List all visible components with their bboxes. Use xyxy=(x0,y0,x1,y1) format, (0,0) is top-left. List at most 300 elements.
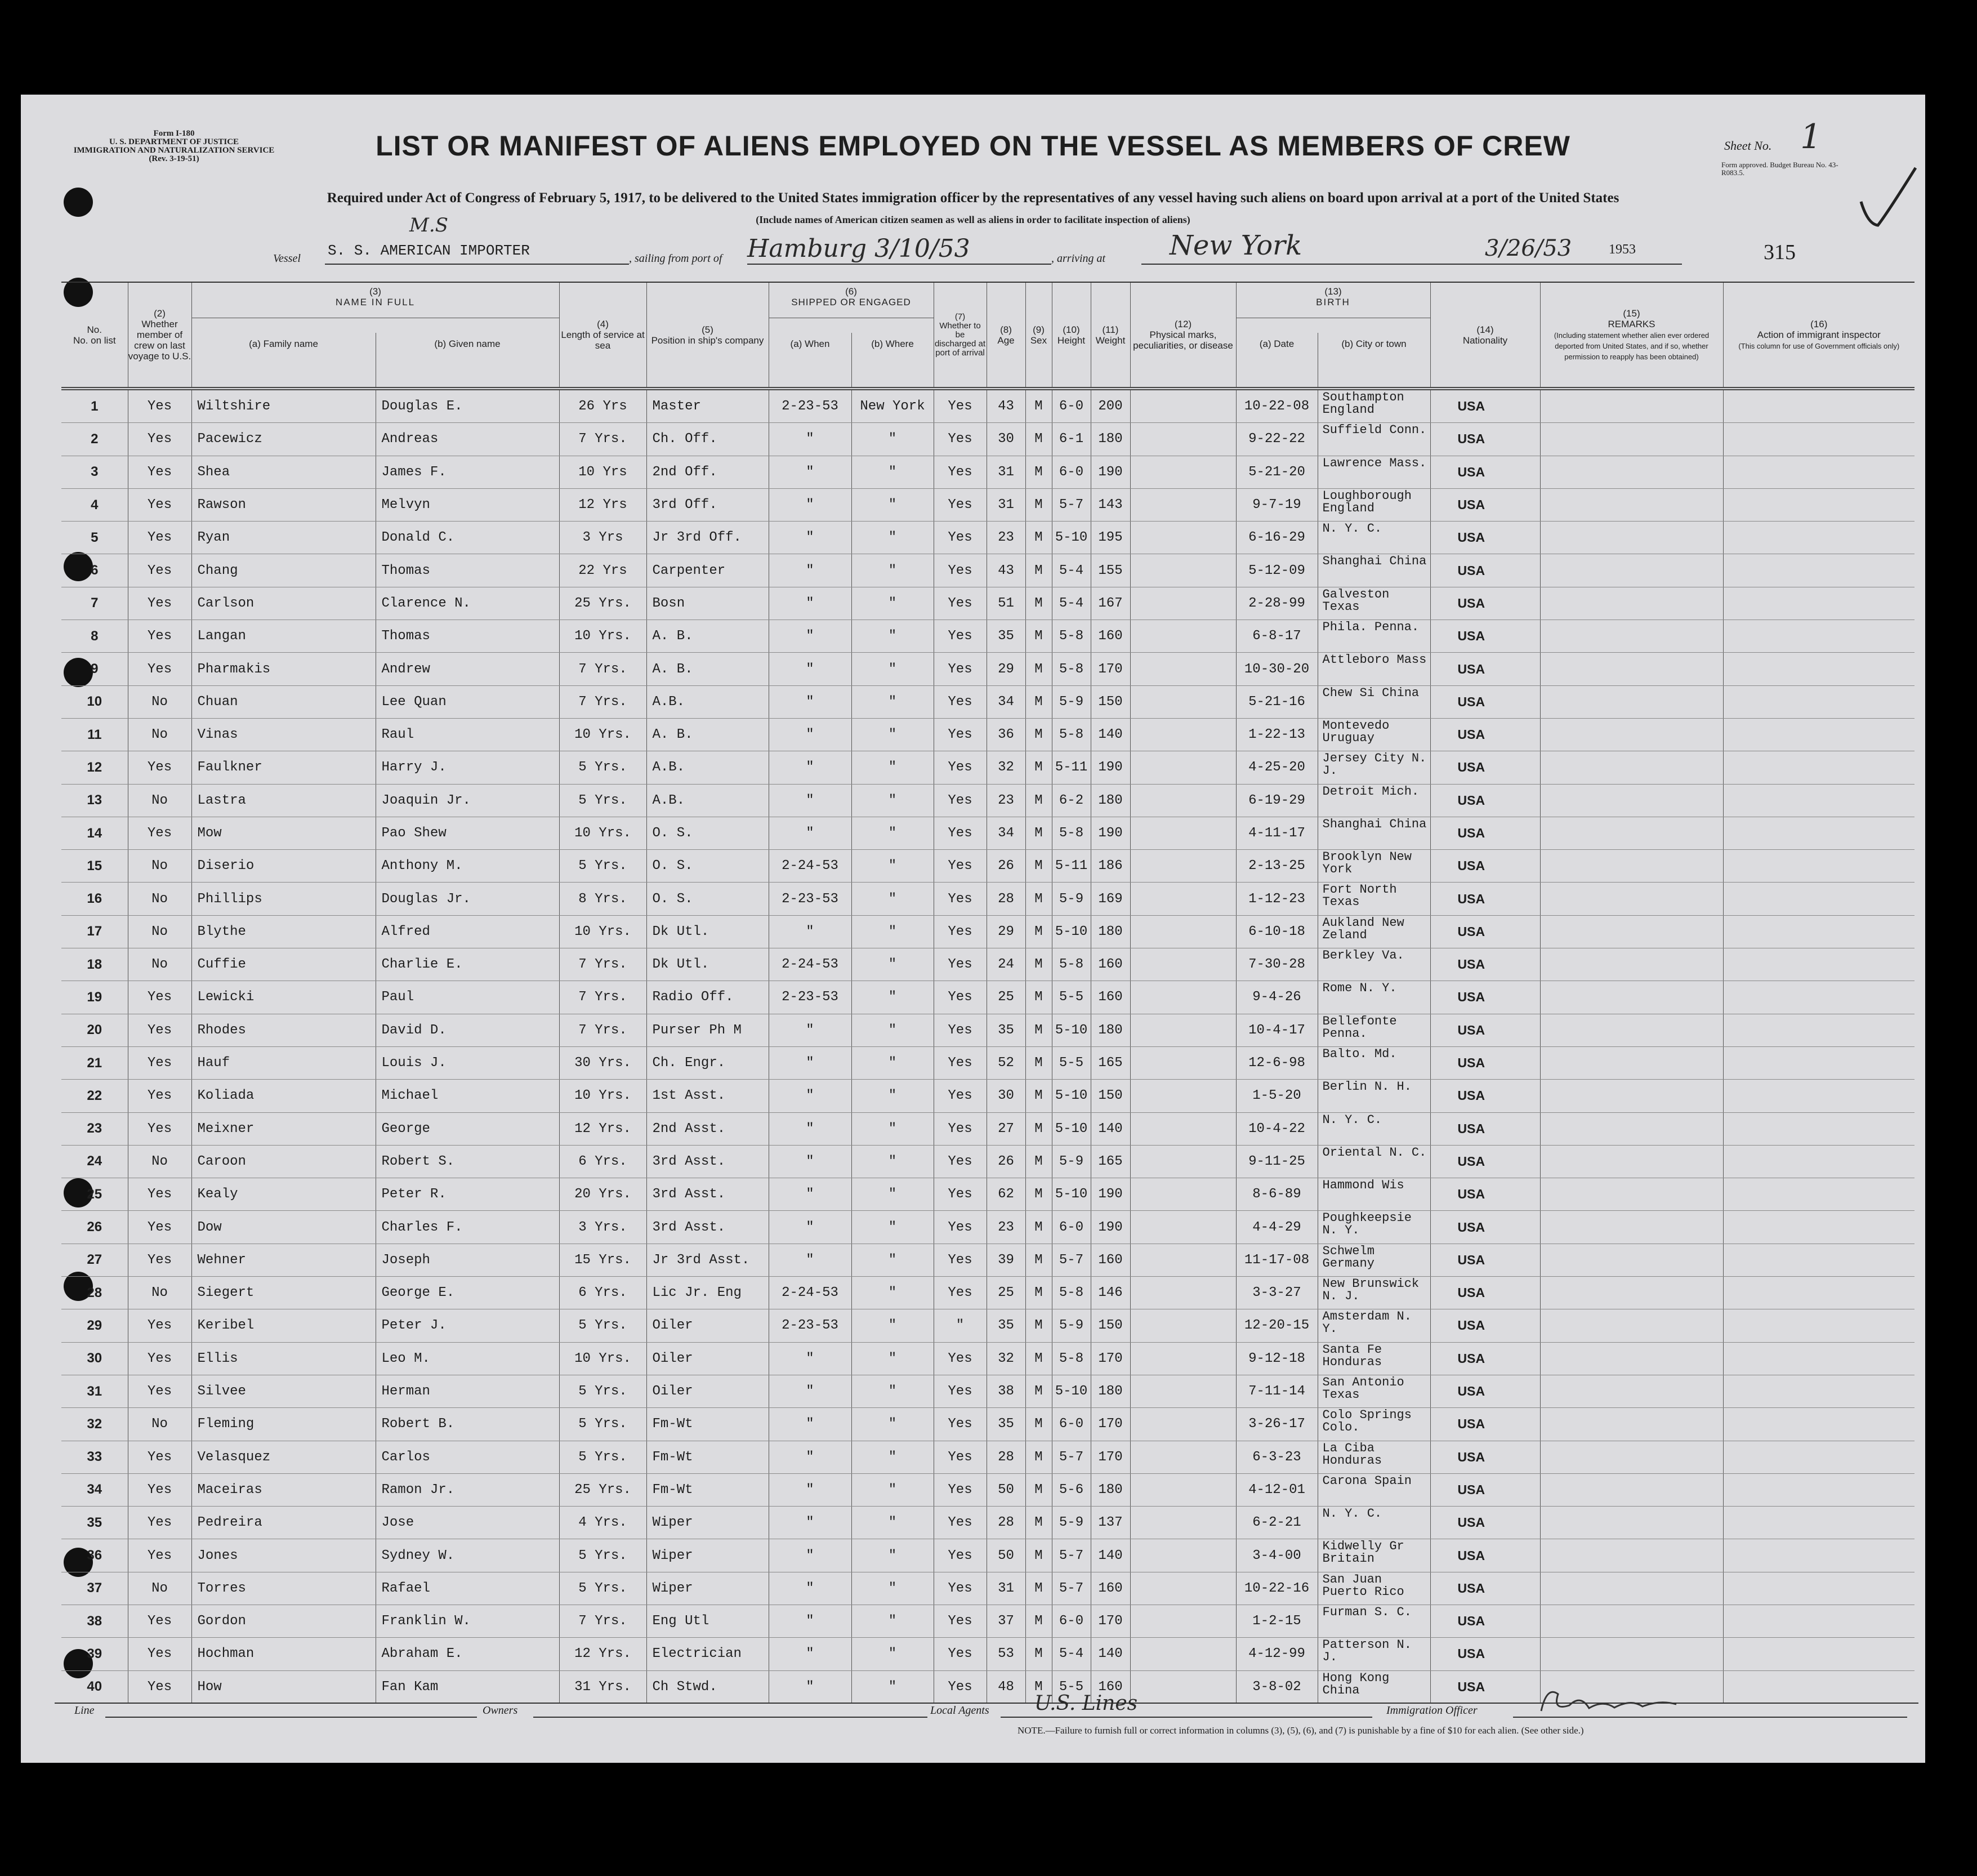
officer-underline xyxy=(1513,1717,1907,1718)
height-cell: 5-5 xyxy=(1052,1046,1091,1079)
shipped-where-cell: " xyxy=(851,850,934,883)
weight-cell: 180 xyxy=(1091,1473,1130,1506)
vessel-prefix-handwritten: M.S xyxy=(409,214,448,237)
discharged-cell: Yes xyxy=(934,850,987,883)
weight-cell: 170 xyxy=(1091,1441,1130,1473)
row-number-cell: 2 xyxy=(61,423,128,456)
height-cell: 5-8 xyxy=(1052,1277,1091,1309)
birth-city-cell: Amsterdam N. Y. xyxy=(1318,1309,1430,1342)
given-name-cell: Pao Shew xyxy=(376,817,559,849)
row-number-cell: 40 xyxy=(61,1670,128,1703)
length-of-service-cell: 5 Yrs. xyxy=(559,784,646,817)
position-cell: A. B. xyxy=(646,718,769,751)
shipped-when-cell: " xyxy=(769,817,851,849)
previous-voyage-cell: Yes xyxy=(128,1473,191,1506)
birth-date-cell: 10-22-08 xyxy=(1236,389,1318,423)
inspector-action-cell xyxy=(1723,653,1914,685)
age-cell: 37 xyxy=(987,1605,1025,1637)
birth-city-cell: N. Y. C. xyxy=(1318,522,1430,554)
family-name-cell: Dow xyxy=(191,1211,376,1244)
previous-voyage-cell: Yes xyxy=(128,1539,191,1572)
birth-city-cell: Shanghai China xyxy=(1318,554,1430,587)
family-name-cell: Chuan xyxy=(191,685,376,718)
birth-date-cell: 9-12-18 xyxy=(1236,1342,1318,1375)
previous-voyage-cell: Yes xyxy=(128,456,191,488)
nationality-cell: USA xyxy=(1430,1507,1540,1539)
given-name-cell: Sydney W. xyxy=(376,1539,559,1572)
discharged-cell: Yes xyxy=(934,948,987,981)
header-birth-spacer xyxy=(1236,318,1430,333)
discharged-cell: Yes xyxy=(934,1670,987,1703)
age-cell: 27 xyxy=(987,1112,1025,1145)
manifest-sheet xyxy=(21,95,1925,1763)
nationality-cell: USA xyxy=(1430,389,1540,423)
table-row xyxy=(61,1309,1914,1342)
weight-cell: 150 xyxy=(1091,1080,1130,1112)
discharged-cell: Yes xyxy=(934,1277,987,1309)
family-name-cell: Phillips xyxy=(191,883,376,915)
inspector-action-cell xyxy=(1723,1572,1914,1605)
inspector-action-cell xyxy=(1723,1014,1914,1046)
given-name-cell: Alfred xyxy=(376,915,559,948)
shipped-when-cell: " xyxy=(769,620,851,653)
length-of-service-cell: 5 Yrs. xyxy=(559,1408,646,1441)
birth-date-cell: 1-22-13 xyxy=(1236,718,1318,751)
nationality-cell: USA xyxy=(1430,522,1540,554)
height-cell: 5-7 xyxy=(1052,1539,1091,1572)
physical-marks-cell xyxy=(1130,389,1236,423)
given-name-cell: Charles F. xyxy=(376,1211,559,1244)
remarks-cell xyxy=(1540,423,1723,456)
shipped-when-cell: " xyxy=(769,915,851,948)
family-name-cell: Wiltshire xyxy=(191,389,376,423)
sex-cell: M xyxy=(1025,488,1052,521)
age-cell: 38 xyxy=(987,1375,1025,1407)
family-name-cell: Keribel xyxy=(191,1309,376,1342)
family-name-cell: Hauf xyxy=(191,1046,376,1079)
position-cell: 3rd Off. xyxy=(646,488,769,521)
sex-cell: M xyxy=(1025,1441,1052,1473)
age-cell: 28 xyxy=(987,1507,1025,1539)
given-name-cell: Robert S. xyxy=(376,1145,559,1178)
weight-cell: 137 xyxy=(1091,1507,1130,1539)
physical-marks-cell xyxy=(1130,1211,1236,1244)
remarks-cell xyxy=(1540,653,1723,685)
sheet-number: 1 xyxy=(1800,117,1822,157)
family-name-cell: Blythe xyxy=(191,915,376,948)
height-cell: 5-10 xyxy=(1052,915,1091,948)
birth-date-cell: 3-4-00 xyxy=(1236,1539,1318,1572)
height-cell: 5-5 xyxy=(1052,981,1091,1014)
table-row xyxy=(61,1572,1914,1605)
position-cell: Eng Utl xyxy=(646,1605,769,1637)
header-shipped-when: (a) When xyxy=(769,333,851,389)
previous-voyage-cell: No xyxy=(128,1572,191,1605)
inspector-action-cell xyxy=(1723,1605,1914,1637)
position-cell: Wiper xyxy=(646,1572,769,1605)
physical-marks-cell xyxy=(1130,1539,1236,1572)
arriving-label: , arriving at xyxy=(1051,252,1106,265)
shipped-when-cell: " xyxy=(769,1572,851,1605)
age-cell: 35 xyxy=(987,620,1025,653)
discharged-cell: Yes xyxy=(934,883,987,915)
birth-date-cell: 12-6-98 xyxy=(1236,1046,1318,1079)
birth-date-cell: 11-17-08 xyxy=(1236,1244,1318,1276)
row-number-cell: 30 xyxy=(61,1342,128,1375)
table-row xyxy=(61,1342,1914,1375)
header-shipped-where: (b) Where xyxy=(851,333,934,389)
position-cell: Ch. Engr. xyxy=(646,1046,769,1079)
nationality-cell: USA xyxy=(1430,718,1540,751)
weight-cell: 155 xyxy=(1091,554,1130,587)
physical-marks-cell xyxy=(1130,1178,1236,1211)
given-name-cell: James F. xyxy=(376,456,559,488)
inspector-action-cell xyxy=(1723,1441,1914,1473)
length-of-service-cell: 6 Yrs. xyxy=(559,1277,646,1309)
previous-voyage-cell: No xyxy=(128,1145,191,1178)
age-cell: 32 xyxy=(987,751,1025,784)
weight-cell: 180 xyxy=(1091,1014,1130,1046)
given-name-cell: Fan Kam xyxy=(376,1670,559,1703)
birth-city-cell: New Brunswick N. J. xyxy=(1318,1277,1430,1309)
birth-date-cell: 6-2-21 xyxy=(1236,1507,1318,1539)
sex-cell: M xyxy=(1025,1473,1052,1506)
shipped-where-cell: " xyxy=(851,423,934,456)
shipped-when-cell: " xyxy=(769,1375,851,1407)
length-of-service-cell: 5 Yrs. xyxy=(559,1539,646,1572)
shipped-where-cell: " xyxy=(851,1080,934,1112)
owners-label: Owners xyxy=(483,1704,518,1717)
birth-city-cell: Southampton England xyxy=(1318,389,1430,423)
table-row xyxy=(61,981,1914,1014)
position-cell: Master xyxy=(646,389,769,423)
age-cell: 31 xyxy=(987,456,1025,488)
line-label: Line xyxy=(74,1704,95,1717)
table-row xyxy=(61,1277,1914,1309)
age-cell: 51 xyxy=(987,587,1025,620)
crew-manifest-table xyxy=(61,282,1914,1704)
discharged-cell: Yes xyxy=(934,456,987,488)
family-name-cell: Pacewicz xyxy=(191,423,376,456)
sex-cell: M xyxy=(1025,1638,1052,1670)
height-cell: 5-9 xyxy=(1052,1145,1091,1178)
shipped-when-cell: 2-24-53 xyxy=(769,1277,851,1309)
discharged-cell: Yes xyxy=(934,1178,987,1211)
position-cell: Dk Utl. xyxy=(646,948,769,981)
discharged-cell: Yes xyxy=(934,488,987,521)
given-name-cell: Anthony M. xyxy=(376,850,559,883)
header-birth: (13) BIRTH xyxy=(1236,282,1430,318)
nationality-cell: USA xyxy=(1430,1112,1540,1145)
shipped-when-cell: " xyxy=(769,1014,851,1046)
header-nationality: (14) Nationality xyxy=(1430,282,1540,389)
given-name-cell: Charlie E. xyxy=(376,948,559,981)
remarks-cell xyxy=(1540,456,1723,488)
agents-signature: U.S. Lines xyxy=(1034,1692,1138,1715)
position-cell: 2nd Off. xyxy=(646,456,769,488)
sex-cell: M xyxy=(1025,522,1052,554)
birth-date-cell: 5-21-20 xyxy=(1236,456,1318,488)
age-cell: 23 xyxy=(987,522,1025,554)
table-row xyxy=(61,1408,1914,1441)
birth-date-cell: 10-4-22 xyxy=(1236,1112,1318,1145)
header-sex: (9) Sex xyxy=(1025,282,1052,389)
sex-cell: M xyxy=(1025,1408,1052,1441)
remarks-cell xyxy=(1540,817,1723,849)
discharged-cell: Yes xyxy=(934,620,987,653)
nationality-cell: USA xyxy=(1430,1277,1540,1309)
inspector-action-cell xyxy=(1723,948,1914,981)
height-cell: 5-11 xyxy=(1052,850,1091,883)
length-of-service-cell: 5 Yrs. xyxy=(559,1375,646,1407)
nationality-cell: USA xyxy=(1430,915,1540,948)
birth-city-cell: Berlin N. H. xyxy=(1318,1080,1430,1112)
inspector-action-cell xyxy=(1723,522,1914,554)
height-cell: 6-0 xyxy=(1052,1605,1091,1637)
physical-marks-cell xyxy=(1130,1014,1236,1046)
length-of-service-cell: 15 Yrs. xyxy=(559,1244,646,1276)
birth-date-cell: 9-22-22 xyxy=(1236,423,1318,456)
family-name-cell: Ryan xyxy=(191,522,376,554)
given-name-cell: Michael xyxy=(376,1080,559,1112)
previous-voyage-cell: Yes xyxy=(128,554,191,587)
family-name-cell: Gordon xyxy=(191,1605,376,1637)
weight-cell: 195 xyxy=(1091,522,1130,554)
previous-voyage-cell: Yes xyxy=(128,1309,191,1342)
revision: (Rev. 3-19-51) xyxy=(149,154,199,163)
previous-voyage-cell: Yes xyxy=(128,620,191,653)
nationality-cell: USA xyxy=(1430,1375,1540,1407)
physical-marks-cell xyxy=(1130,1473,1236,1506)
weight-cell: 143 xyxy=(1091,488,1130,521)
header-age: (8) Age xyxy=(987,282,1025,389)
family-name-cell: Rawson xyxy=(191,488,376,521)
position-cell: Wiper xyxy=(646,1539,769,1572)
weight-cell: 200 xyxy=(1091,389,1130,423)
discharged-cell: Yes xyxy=(934,915,987,948)
row-number-cell: 3 xyxy=(61,456,128,488)
table-row xyxy=(61,1473,1914,1506)
height-cell: 5-4 xyxy=(1052,1638,1091,1670)
height-cell: 5-4 xyxy=(1052,587,1091,620)
nationality-cell: USA xyxy=(1430,1145,1540,1178)
row-number-cell: 4 xyxy=(61,488,128,521)
header-shipped-or-engaged: (6) SHIPPED OR ENGAGED xyxy=(769,282,934,318)
birth-date-cell: 6-3-23 xyxy=(1236,1441,1318,1473)
shipped-when-cell: " xyxy=(769,1080,851,1112)
shipped-when-cell: " xyxy=(769,488,851,521)
shipped-when-cell: " xyxy=(769,751,851,784)
table-row xyxy=(61,718,1914,751)
age-cell: 24 xyxy=(987,948,1025,981)
family-name-cell: Shea xyxy=(191,456,376,488)
family-name-cell: How xyxy=(191,1670,376,1703)
age-cell: 39 xyxy=(987,1244,1025,1276)
previous-voyage-cell: Yes xyxy=(128,522,191,554)
row-number-cell: 23 xyxy=(61,1112,128,1145)
birth-date-cell: 9-7-19 xyxy=(1236,488,1318,521)
discharged-cell: Yes xyxy=(934,522,987,554)
age-cell: 35 xyxy=(987,1014,1025,1046)
row-number-cell: 36 xyxy=(61,1539,128,1572)
age-cell: 30 xyxy=(987,423,1025,456)
birth-date-cell: 5-12-09 xyxy=(1236,554,1318,587)
shipped-when-cell: 2-24-53 xyxy=(769,948,851,981)
header-previous-voyage: (2) Whether member of crew on last voyage to U.S. xyxy=(128,282,191,389)
height-cell: 5-8 xyxy=(1052,948,1091,981)
shipped-where-cell: " xyxy=(851,685,934,718)
sex-cell: M xyxy=(1025,948,1052,981)
table-row xyxy=(61,1507,1914,1539)
previous-voyage-cell: Yes xyxy=(128,1014,191,1046)
birth-date-cell: 7-30-28 xyxy=(1236,948,1318,981)
sex-cell: M xyxy=(1025,1014,1052,1046)
birth-city-cell: Montevedo Uruguay xyxy=(1318,718,1430,751)
height-cell: 5-10 xyxy=(1052,1375,1091,1407)
discharged-cell: Yes xyxy=(934,1342,987,1375)
age-cell: 43 xyxy=(987,389,1025,423)
given-name-cell: Leo M. xyxy=(376,1342,559,1375)
height-cell: 5-8 xyxy=(1052,817,1091,849)
weight-cell: 165 xyxy=(1091,1046,1130,1079)
family-name-cell: Koliada xyxy=(191,1080,376,1112)
weight-cell: 160 xyxy=(1091,981,1130,1014)
arrival-year: 1953 xyxy=(1609,242,1636,257)
age-cell: 26 xyxy=(987,1145,1025,1178)
birth-city-cell: N. Y. C. xyxy=(1318,1507,1430,1539)
height-cell: 5-8 xyxy=(1052,1342,1091,1375)
weight-cell: 180 xyxy=(1091,915,1130,948)
sex-cell: M xyxy=(1025,850,1052,883)
physical-marks-cell xyxy=(1130,1145,1236,1178)
weight-cell: 150 xyxy=(1091,1309,1130,1342)
birth-city-cell: Schwelm Germany xyxy=(1318,1244,1430,1276)
height-cell: 5-10 xyxy=(1052,522,1091,554)
nationality-cell: USA xyxy=(1430,1244,1540,1276)
birth-city-cell: Loughborough England xyxy=(1318,488,1430,521)
given-name-cell: George xyxy=(376,1112,559,1145)
previous-voyage-cell: Yes xyxy=(128,1244,191,1276)
age-cell: 35 xyxy=(987,1309,1025,1342)
birth-date-cell: 6-19-29 xyxy=(1236,784,1318,817)
position-cell: Fm-Wt xyxy=(646,1473,769,1506)
shipped-where-cell: " xyxy=(851,915,934,948)
height-cell: 6-1 xyxy=(1052,423,1091,456)
header-discharged: (7) Whether to be discharged at port of arrival xyxy=(934,282,987,389)
remarks-cell xyxy=(1540,1046,1723,1079)
arrival-date: 3/26/53 xyxy=(1485,235,1572,261)
previous-voyage-cell: Yes xyxy=(128,488,191,521)
table-row xyxy=(61,1638,1914,1670)
family-name-cell: Fleming xyxy=(191,1408,376,1441)
position-cell: Purser Ph M xyxy=(646,1014,769,1046)
remarks-cell xyxy=(1540,915,1723,948)
previous-voyage-cell: Yes xyxy=(128,1178,191,1211)
length-of-service-cell: 8 Yrs. xyxy=(559,883,646,915)
height-cell: 6-0 xyxy=(1052,1211,1091,1244)
row-number-cell: 20 xyxy=(61,1014,128,1046)
height-cell: 6-0 xyxy=(1052,389,1091,423)
physical-marks-cell xyxy=(1130,423,1236,456)
inspector-action-cell xyxy=(1723,850,1914,883)
height-cell: 5-8 xyxy=(1052,718,1091,751)
physical-marks-cell xyxy=(1130,751,1236,784)
nationality-cell: USA xyxy=(1430,456,1540,488)
inspector-action-cell xyxy=(1723,1507,1914,1539)
nationality-cell: USA xyxy=(1430,1408,1540,1441)
sex-cell: M xyxy=(1025,1605,1052,1637)
sex-cell: M xyxy=(1025,423,1052,456)
row-number-cell: 22 xyxy=(61,1080,128,1112)
nationality-cell: USA xyxy=(1430,1539,1540,1572)
position-cell: A.B. xyxy=(646,784,769,817)
shipped-where-cell: " xyxy=(851,948,934,981)
row-number-cell: 7 xyxy=(61,587,128,620)
shipped-where-cell: " xyxy=(851,488,934,521)
family-name-cell: Maceiras xyxy=(191,1473,376,1506)
birth-city-cell: Detroit Mich. xyxy=(1318,784,1430,817)
family-name-cell: Wehner xyxy=(191,1244,376,1276)
weight-cell: 160 xyxy=(1091,1244,1130,1276)
length-of-service-cell: 3 Yrs xyxy=(559,522,646,554)
family-name-cell: Faulkner xyxy=(191,751,376,784)
row-number-cell: 14 xyxy=(61,817,128,849)
family-name-cell: Chang xyxy=(191,554,376,587)
sex-cell: M xyxy=(1025,1309,1052,1342)
physical-marks-cell xyxy=(1130,981,1236,1014)
inspector-action-cell xyxy=(1723,488,1914,521)
length-of-service-cell: 25 Yrs. xyxy=(559,587,646,620)
remarks-cell xyxy=(1540,1014,1723,1046)
position-cell: Carpenter xyxy=(646,554,769,587)
nationality-cell: USA xyxy=(1430,948,1540,981)
shipped-when-cell: " xyxy=(769,685,851,718)
given-name-cell: Melvyn xyxy=(376,488,559,521)
given-name-cell: Douglas E. xyxy=(376,389,559,423)
sex-cell: M xyxy=(1025,389,1052,423)
length-of-service-cell: 10 Yrs. xyxy=(559,915,646,948)
height-cell: 6-0 xyxy=(1052,1408,1091,1441)
shipped-when-cell: 2-23-53 xyxy=(769,981,851,1014)
inspector-action-cell xyxy=(1723,1112,1914,1145)
inspector-action-cell xyxy=(1723,1145,1914,1178)
vessel-label: Vessel xyxy=(273,252,301,265)
inspector-action-cell xyxy=(1723,1473,1914,1506)
header-list-number: No. No. on list xyxy=(61,282,128,389)
penalty-note: NOTE.—Failure to furnish full or correct information in columns (3), (5), (6), and (7) is punishable by a fine of $10 for each alien. (See other side.) xyxy=(1017,1725,1584,1736)
position-cell: Wiper xyxy=(646,1507,769,1539)
table-row xyxy=(61,1014,1914,1046)
weight-cell: 170 xyxy=(1091,1408,1130,1441)
length-of-service-cell: 3 Yrs. xyxy=(559,1211,646,1244)
row-number-cell: 6 xyxy=(61,554,128,587)
position-cell: Fm-Wt xyxy=(646,1408,769,1441)
shipped-where-cell: " xyxy=(851,554,934,587)
birth-city-cell: Berkley Va. xyxy=(1318,948,1430,981)
table-row xyxy=(61,1211,1914,1244)
length-of-service-cell: 22 Yrs xyxy=(559,554,646,587)
sex-cell: M xyxy=(1025,1178,1052,1211)
birth-date-cell: 4-4-29 xyxy=(1236,1211,1318,1244)
length-of-service-cell: 10 Yrs. xyxy=(559,1080,646,1112)
header-length-of-service: (4) Length of service at sea xyxy=(559,282,646,389)
birth-date-cell: 3-8-02 xyxy=(1236,1670,1318,1703)
shipped-when-cell: " xyxy=(769,1441,851,1473)
row-number-cell: 11 xyxy=(61,718,128,751)
physical-marks-cell xyxy=(1130,554,1236,587)
sex-cell: M xyxy=(1025,1112,1052,1145)
birth-date-cell: 10-22-16 xyxy=(1236,1572,1318,1605)
